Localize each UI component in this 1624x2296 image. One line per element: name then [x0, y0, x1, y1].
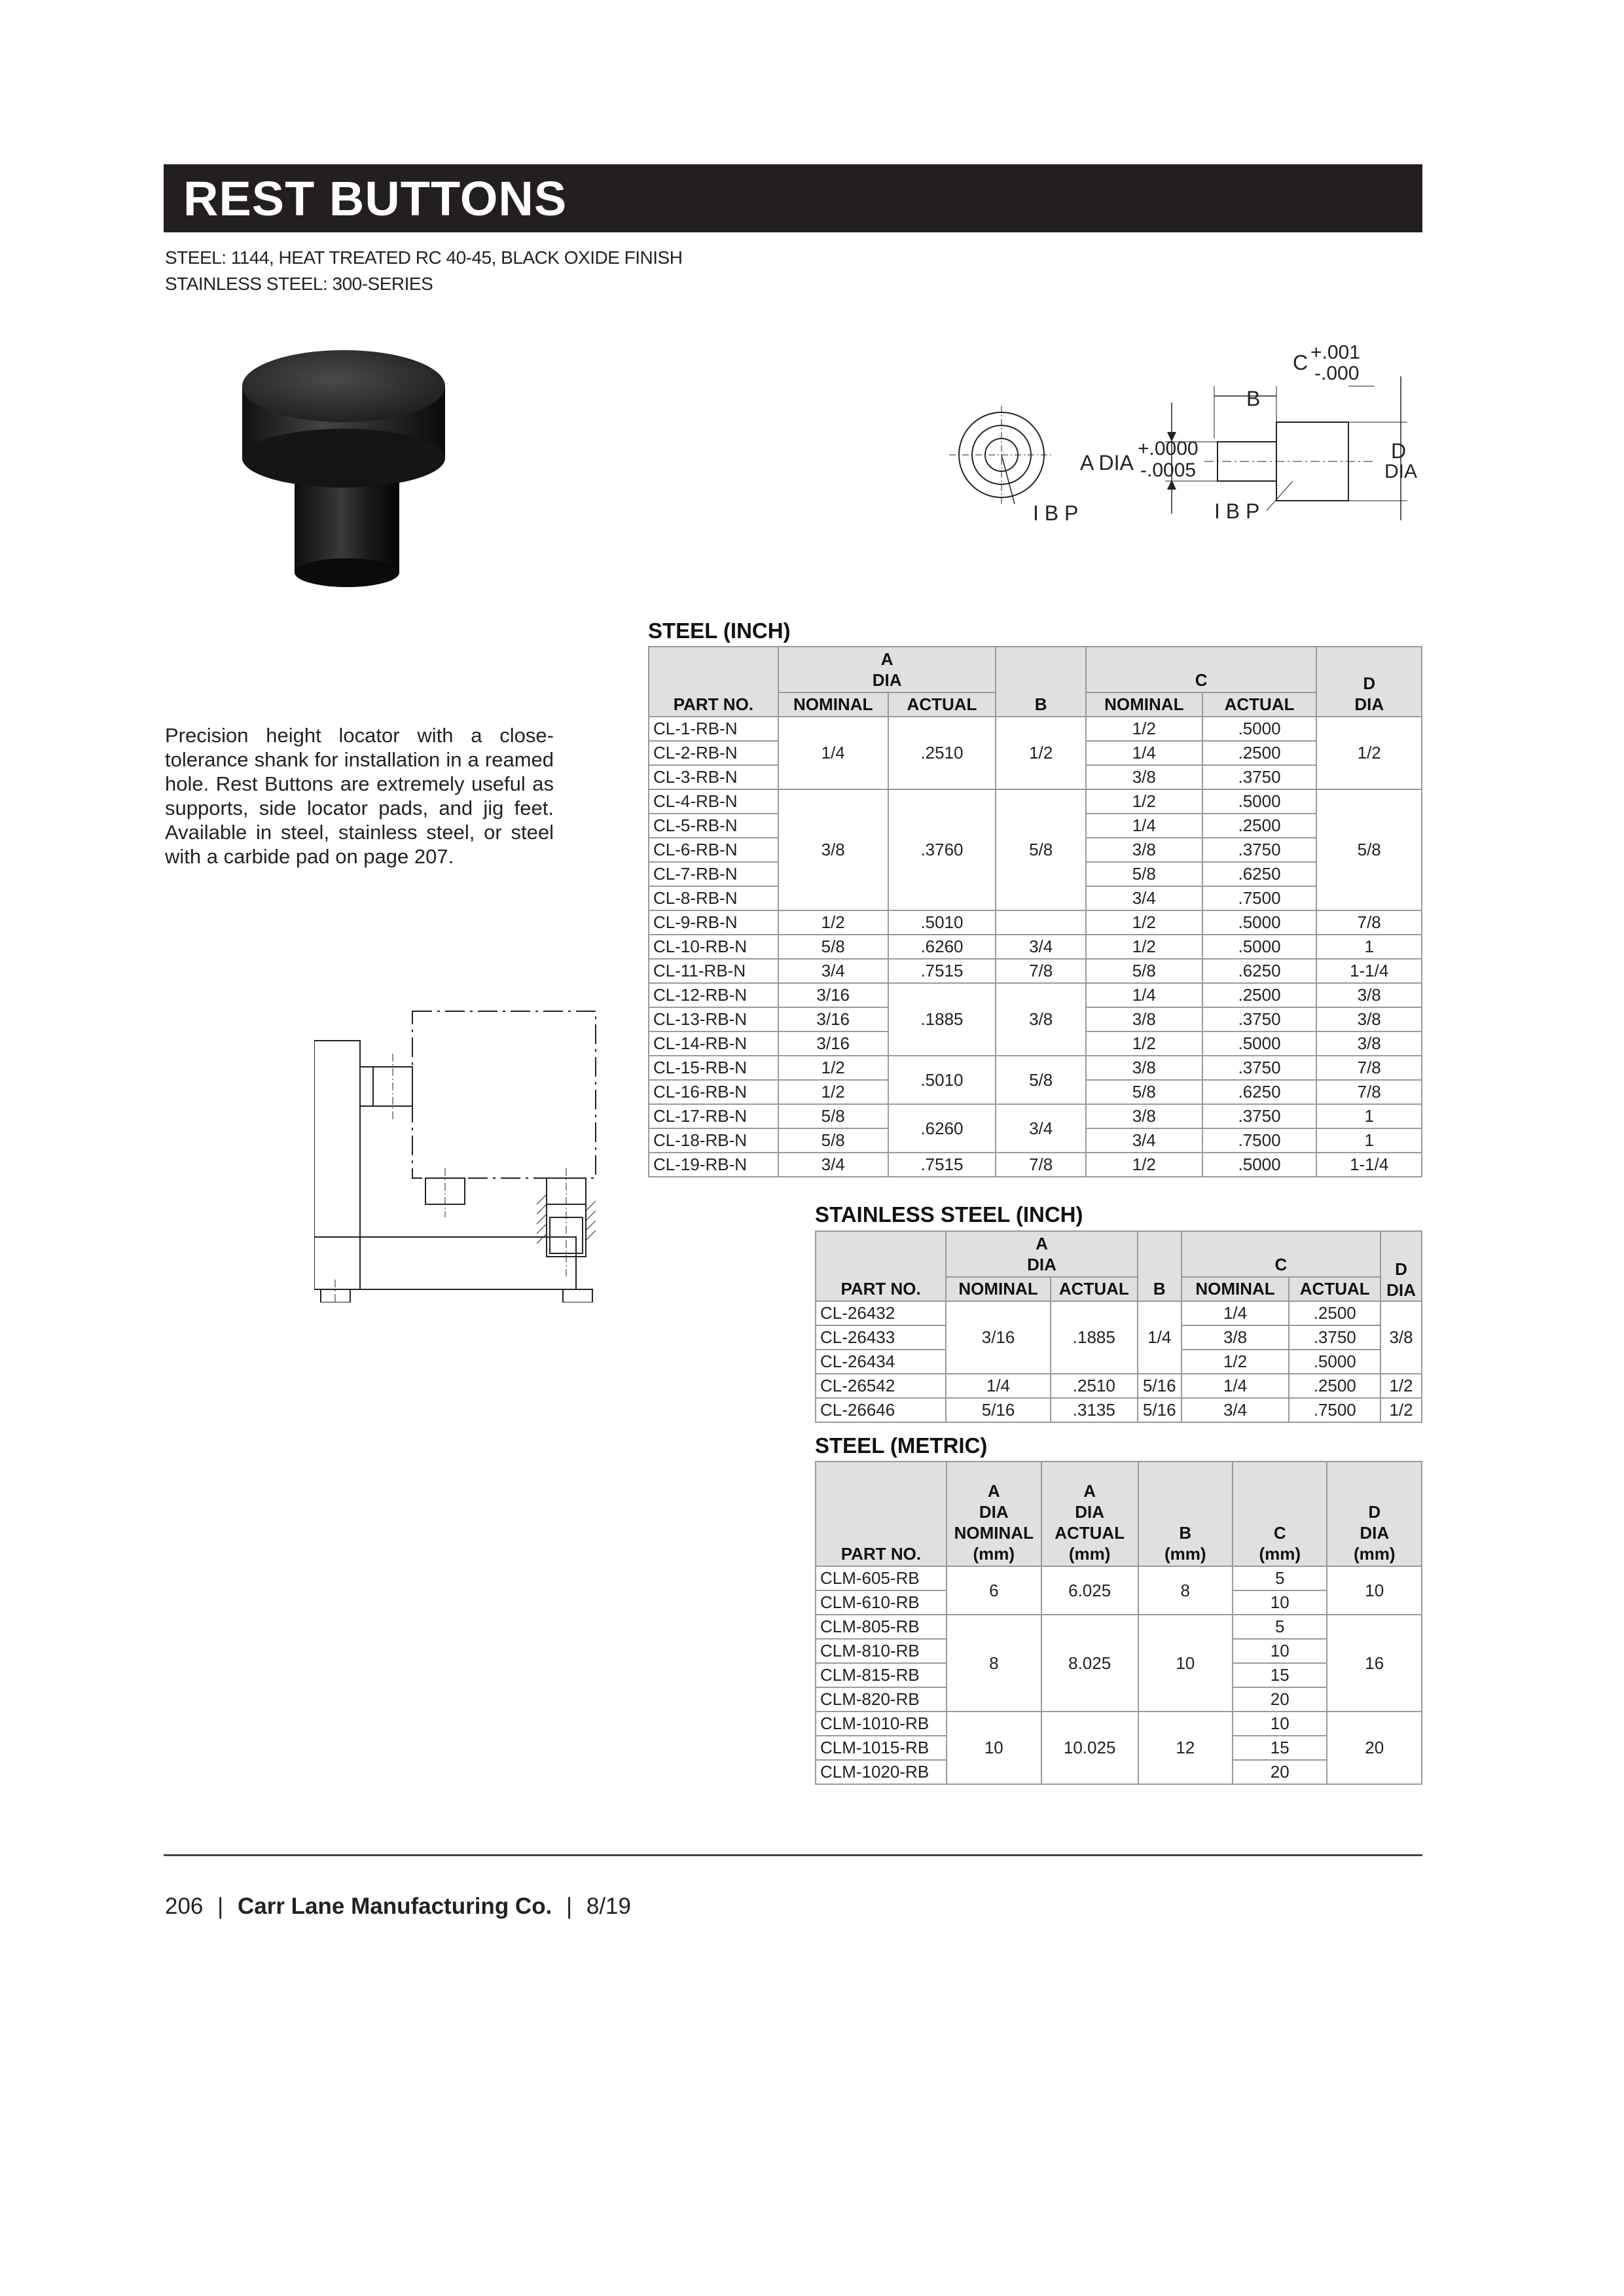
header-d: D [1363, 673, 1376, 693]
d-dia: 1-1/4 [1316, 959, 1422, 983]
part-number: CL-12-RB-N [649, 983, 778, 1007]
part-number: CLM-610-RB [816, 1590, 947, 1615]
a-actual: .5010 [888, 1056, 996, 1104]
d-dia: 3/8 [1316, 983, 1422, 1007]
b-value: 5/16 [1138, 1374, 1182, 1398]
d-dia: 7/8 [1316, 1080, 1422, 1104]
application-drawing [314, 1001, 628, 1302]
b-value: 3/4 [996, 1104, 1086, 1153]
a-nominal: 3/16 [778, 983, 888, 1007]
header-a-act-line1: A [1083, 1481, 1096, 1501]
a-actual: .6260 [888, 935, 996, 959]
a-actual: 8.025 [1041, 1615, 1138, 1712]
a-nominal: 3/4 [778, 1153, 888, 1177]
header-part-no: PART NO. [816, 1231, 946, 1301]
b-value: 3/8 [996, 983, 1086, 1056]
header-a-actual: ACTUAL [888, 692, 996, 717]
header-a-nom-line4: (mm) [973, 1544, 1015, 1564]
part-number: CL-17-RB-N [649, 1104, 778, 1128]
c-actual: .7500 [1202, 1128, 1317, 1153]
ibp-label-right: I B P [1214, 499, 1260, 523]
footer-separator: | [217, 1893, 224, 1919]
header-a-act-line3: ACTUAL [1055, 1523, 1125, 1543]
d-dia: 1/2 [1380, 1398, 1422, 1422]
c-nominal: 3/8 [1182, 1325, 1290, 1350]
a-nominal: 10 [947, 1712, 1041, 1784]
a-actual: .7515 [888, 1153, 996, 1177]
d-dia: 3/8 [1380, 1301, 1422, 1374]
table-row [649, 717, 1422, 741]
c-nominal: 1/4 [1086, 983, 1202, 1007]
b-label: B [1246, 387, 1261, 410]
c-nominal: 1/2 [1086, 1153, 1202, 1177]
table-row [649, 910, 1422, 935]
header-c-line1: C [1273, 1523, 1286, 1543]
a-actual: .7515 [888, 959, 996, 983]
header-part-no: PART NO. [649, 647, 778, 717]
steel-metric-title: STEEL (METRIC) [815, 1433, 988, 1458]
a-nominal: 3/16 [946, 1301, 1051, 1374]
b-value: 5/16 [1138, 1398, 1182, 1422]
header-c-nominal: NOMINAL [1182, 1277, 1290, 1301]
part-number: CLM-1010-RB [816, 1712, 947, 1736]
d-dia: 16 [1327, 1615, 1422, 1712]
c-actual: .2500 [1289, 1374, 1380, 1398]
d-dia: 1/2 [1316, 717, 1422, 789]
a-nominal: 6 [947, 1566, 1041, 1615]
d-dia: 1/2 [1380, 1374, 1422, 1398]
c-actual: .3750 [1202, 838, 1317, 862]
part-number: CLM-1020-RB [816, 1760, 947, 1784]
table-row [649, 1104, 1422, 1128]
header-c-actual: ACTUAL [1289, 1277, 1380, 1301]
part-number: CLM-805-RB [816, 1615, 947, 1639]
steel-inch-table [648, 646, 1422, 1177]
steel-metric-table [815, 1461, 1422, 1785]
part-number: CL-26542 [816, 1374, 946, 1398]
spec-line-stainless: STAINLESS STEEL: 300-SERIES [165, 274, 433, 294]
c-value: 15 [1233, 1663, 1327, 1687]
a-nominal: 3/4 [778, 959, 888, 983]
a-nominal: 1/4 [946, 1374, 1051, 1398]
b-value: 10 [1138, 1615, 1233, 1712]
table-row [649, 959, 1422, 983]
c-actual: .2500 [1202, 741, 1317, 765]
header-a-nom-line2: DIA [979, 1502, 1009, 1522]
part-number: CLM-1015-RB [816, 1736, 947, 1760]
part-number: CLM-820-RB [816, 1687, 947, 1712]
a-nominal: 1/4 [778, 717, 888, 789]
d-dia: 1 [1316, 1128, 1422, 1153]
page-footer [165, 1893, 631, 1920]
c-actual: .6250 [1202, 1080, 1317, 1104]
d-dia: 7/8 [1316, 910, 1422, 935]
c-nominal: 1/2 [1086, 789, 1202, 814]
part-number: CL-26646 [816, 1398, 946, 1422]
b-value: 1/2 [996, 717, 1086, 789]
table-row [816, 1374, 1422, 1398]
table-row [649, 789, 1422, 814]
c-actual: .7500 [1202, 886, 1317, 910]
part-number: CL-13-RB-N [649, 1007, 778, 1031]
c-nominal: 1/2 [1086, 717, 1202, 741]
d-dia-label: DIA [1384, 461, 1418, 482]
part-number: CL-6-RB-N [649, 838, 778, 862]
c-nominal: 1/4 [1182, 1301, 1290, 1325]
part-number: CLM-605-RB [816, 1566, 947, 1590]
d-dia: 20 [1327, 1712, 1422, 1784]
part-number: CL-15-RB-N [649, 1056, 778, 1080]
b-value: 3/4 [996, 935, 1086, 959]
table-row [649, 983, 1422, 1007]
header-part-no: PART NO. [816, 1462, 947, 1566]
c-nominal: 1/4 [1086, 741, 1202, 765]
header-a-act-line2: DIA [1075, 1502, 1105, 1522]
company-name: Carr Lane Manufacturing Co. [237, 1893, 552, 1919]
part-number: CL-5-RB-N [649, 814, 778, 838]
c-actual: .2500 [1202, 814, 1317, 838]
spec-line-steel: STEEL: 1144, HEAT TREATED RC 40-45, BLACK OXIDE FINISH [165, 247, 683, 268]
part-number: CL-9-RB-N [649, 910, 778, 935]
a-nominal: 1/2 [778, 1080, 888, 1104]
a-actual: .2510 [888, 717, 996, 789]
c-value: 20 [1233, 1687, 1327, 1712]
c-nominal: 3/4 [1086, 1128, 1202, 1153]
stainless-inch-title: STAINLESS STEEL (INCH) [815, 1202, 1083, 1227]
part-number: CLM-815-RB [816, 1663, 947, 1687]
c-nominal: 3/8 [1086, 838, 1202, 862]
d-dia: 1 [1316, 1104, 1422, 1128]
part-number: CL-7-RB-N [649, 862, 778, 886]
a-minus-tol: -.0005 [1140, 459, 1197, 481]
c-value: 10 [1233, 1590, 1327, 1615]
a-dia-label: A DIA [1080, 451, 1134, 475]
b-value: 12 [1138, 1712, 1233, 1784]
part-number: CLM-810-RB [816, 1639, 947, 1663]
header-a-nominal: NOMINAL [778, 692, 888, 717]
c-actual: .3750 [1202, 1007, 1317, 1031]
d-dia: 3/8 [1316, 1007, 1422, 1031]
header-a: A [1036, 1234, 1048, 1253]
rest-button-photo [232, 340, 455, 596]
c-value: 5 [1233, 1566, 1327, 1590]
header-c: C [1086, 647, 1316, 692]
product-description: Precision height locator with a close-tolerance shank for installation in a reamed hole. Rest Buttons are extremely useful as supports, side locator pads, and jig feet. Available in steel, stainless steel, or steel with a carbide pad on page 207. [165, 724, 554, 868]
c-value: 20 [1233, 1760, 1327, 1784]
catalog-date: 8/19 [586, 1893, 631, 1919]
a-actual: .3135 [1051, 1398, 1138, 1422]
part-number: CL-4-RB-N [649, 789, 778, 814]
a-actual: 10.025 [1041, 1712, 1138, 1784]
a-plus-tol: +.0000 [1138, 438, 1199, 459]
table-row [649, 1056, 1422, 1080]
d-label: D [1391, 439, 1407, 463]
a-actual: .6260 [888, 1104, 996, 1153]
b-value: 5/8 [996, 789, 1086, 910]
c-label: C [1293, 351, 1308, 374]
stainless-inch-table [815, 1230, 1422, 1423]
c-actual: .2500 [1202, 983, 1317, 1007]
c-nominal: 1/2 [1182, 1350, 1290, 1374]
c-actual: .5000 [1202, 935, 1317, 959]
header-a-actual: ACTUAL [1051, 1277, 1138, 1301]
header-d-dia: DIA [1386, 1280, 1416, 1300]
a-actual: .2510 [1051, 1374, 1138, 1398]
header-d: D [1395, 1259, 1407, 1279]
part-number: CL-3-RB-N [649, 765, 778, 789]
b-value [996, 910, 1086, 935]
header-c-nominal: NOMINAL [1086, 692, 1202, 717]
table-row [816, 1615, 1422, 1639]
c-nominal: 3/8 [1086, 765, 1202, 789]
header-a-act-line4: (mm) [1068, 1544, 1111, 1564]
part-number: CL-14-RB-N [649, 1031, 778, 1056]
footer-separator: | [566, 1893, 573, 1919]
c-nominal: 5/8 [1086, 1080, 1202, 1104]
c-value: 15 [1233, 1736, 1327, 1760]
c-nominal: 1/2 [1086, 935, 1202, 959]
steel-inch-title: STEEL (INCH) [648, 619, 791, 643]
header-a-dia: DIA [1027, 1255, 1056, 1274]
b-value: 8 [1138, 1566, 1233, 1615]
d-dia: 10 [1327, 1566, 1422, 1615]
header-a-nom-line1: A [987, 1481, 1000, 1501]
a-nominal: 1/2 [778, 1056, 888, 1080]
part-number: CL-19-RB-N [649, 1153, 778, 1177]
header-b: B [1138, 1231, 1182, 1301]
a-nominal: 3/16 [778, 1007, 888, 1031]
header-a-dia: DIA [872, 670, 902, 690]
table-row [816, 1566, 1422, 1590]
part-number: CL-26434 [816, 1350, 946, 1374]
a-actual: 6.025 [1041, 1566, 1138, 1615]
d-dia: 3/8 [1316, 1031, 1422, 1056]
c-nominal: 3/8 [1086, 1056, 1202, 1080]
page-number: 206 [165, 1893, 204, 1919]
footer-divider [164, 1854, 1422, 1856]
c-value: 10 [1233, 1639, 1327, 1663]
table-row [649, 1153, 1422, 1177]
c-nominal: 5/8 [1086, 862, 1202, 886]
c-actual: .3750 [1202, 1104, 1317, 1128]
b-value: 5/8 [996, 1056, 1086, 1104]
c-actual: .5000 [1202, 717, 1317, 741]
c-nominal: 1/4 [1086, 814, 1202, 838]
a-nominal: 5/8 [778, 1104, 888, 1128]
a-actual: .5010 [888, 910, 996, 935]
a-actual: .1885 [888, 983, 996, 1056]
table-row [816, 1398, 1422, 1422]
c-actual: .5000 [1202, 789, 1317, 814]
part-number: CL-11-RB-N [649, 959, 778, 983]
page-title: REST BUTTONS [183, 171, 568, 226]
a-nominal: 5/16 [946, 1398, 1051, 1422]
header-c-actual: ACTUAL [1202, 692, 1317, 717]
c-value: 5 [1233, 1615, 1327, 1639]
c-actual: .6250 [1202, 862, 1317, 886]
header-c: C [1182, 1231, 1380, 1277]
a-nominal: 3/8 [778, 789, 888, 910]
b-value: 1/4 [1138, 1301, 1182, 1374]
c-nominal: 3/8 [1086, 1104, 1202, 1128]
c-nominal: 1/2 [1086, 1031, 1202, 1056]
header-d-line1: D [1368, 1502, 1381, 1522]
c-actual: .5000 [1202, 1153, 1317, 1177]
header-a: A [880, 649, 893, 669]
header-b: B [996, 647, 1086, 717]
c-actual: .7500 [1289, 1398, 1380, 1422]
header-d-line2: DIA [1360, 1523, 1390, 1543]
c-actual: .5000 [1202, 910, 1317, 935]
c-nominal: 3/4 [1086, 886, 1202, 910]
part-number: CL-2-RB-N [649, 741, 778, 765]
part-number: CL-26432 [816, 1301, 946, 1325]
part-number: CL-1-RB-N [649, 717, 778, 741]
c-nominal: 1/2 [1086, 910, 1202, 935]
b-value: 7/8 [996, 959, 1086, 983]
ibp-label-left: I B P [1033, 501, 1079, 525]
table-row [816, 1712, 1422, 1736]
c-plus-tol: +.001 [1310, 342, 1360, 363]
part-number: CL-10-RB-N [649, 935, 778, 959]
a-nominal: 3/16 [778, 1031, 888, 1056]
c-value: 10 [1233, 1712, 1327, 1736]
header-b-line2: (mm) [1164, 1544, 1206, 1564]
c-actual: .3750 [1202, 765, 1317, 789]
c-nominal: 1/4 [1182, 1374, 1290, 1398]
dimension-drawing [929, 340, 1427, 543]
page-title-bar [164, 164, 1422, 232]
c-nominal: 5/8 [1086, 959, 1202, 983]
part-number: CL-8-RB-N [649, 886, 778, 910]
d-dia: 1 [1316, 935, 1422, 959]
header-d-dia: DIA [1354, 694, 1384, 714]
a-nominal: 8 [947, 1615, 1041, 1712]
b-value: 7/8 [996, 1153, 1086, 1177]
header-c-line2: (mm) [1259, 1544, 1301, 1564]
c-actual: .2500 [1289, 1301, 1380, 1325]
header-d-line3: (mm) [1353, 1544, 1396, 1564]
part-number: CL-18-RB-N [649, 1128, 778, 1153]
c-actual: .3750 [1289, 1325, 1380, 1350]
d-dia: 7/8 [1316, 1056, 1422, 1080]
d-dia: 5/8 [1316, 789, 1422, 910]
a-actual: .1885 [1051, 1301, 1138, 1374]
c-minus-tol: -.000 [1314, 363, 1360, 384]
c-actual: .5000 [1202, 1031, 1317, 1056]
part-number: CL-26433 [816, 1325, 946, 1350]
c-actual: .5000 [1289, 1350, 1380, 1374]
table-row [816, 1301, 1422, 1325]
c-actual: .6250 [1202, 959, 1317, 983]
a-nominal: 1/2 [778, 910, 888, 935]
table-row [649, 935, 1422, 959]
a-nominal: 5/8 [778, 935, 888, 959]
c-actual: .3750 [1202, 1056, 1317, 1080]
d-dia: 1-1/4 [1316, 1153, 1422, 1177]
header-b-line1: B [1179, 1523, 1192, 1543]
c-nominal: 3/4 [1182, 1398, 1290, 1422]
header-a-nominal: NOMINAL [946, 1277, 1051, 1301]
a-actual: .3760 [888, 789, 996, 910]
a-nominal: 5/8 [778, 1128, 888, 1153]
c-nominal: 3/8 [1086, 1007, 1202, 1031]
part-number: CL-16-RB-N [649, 1080, 778, 1104]
header-a-nom-line3: NOMINAL [954, 1523, 1034, 1543]
